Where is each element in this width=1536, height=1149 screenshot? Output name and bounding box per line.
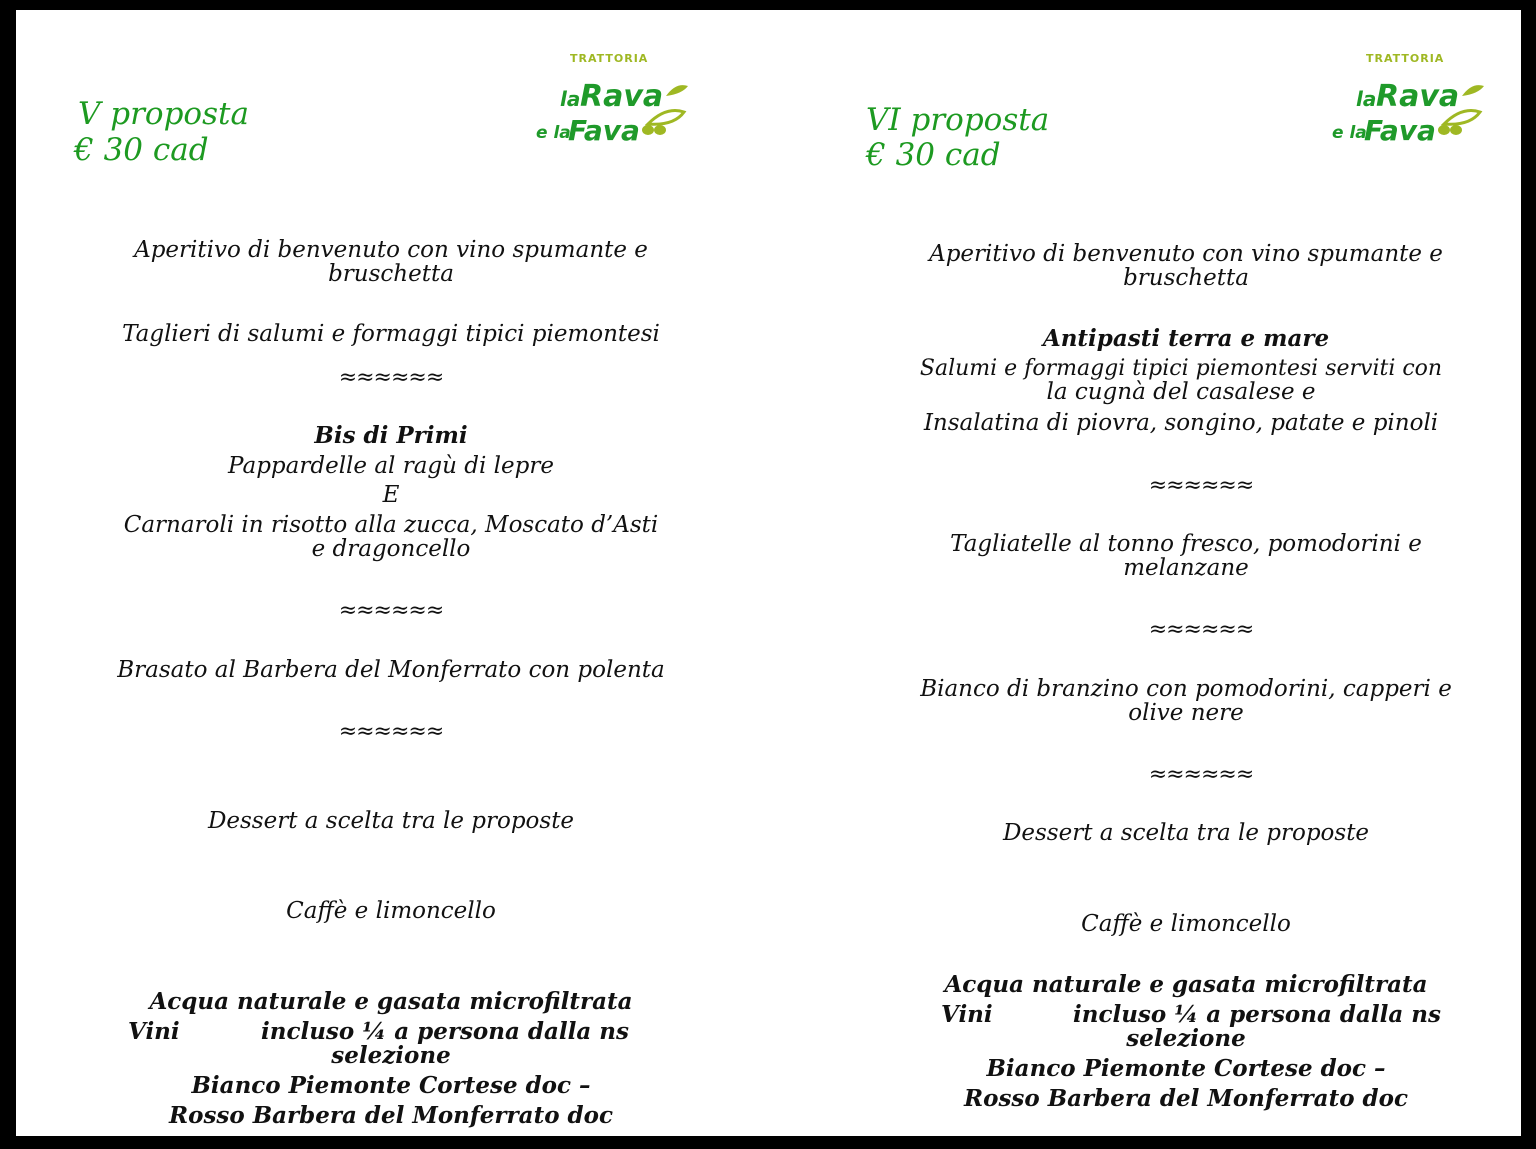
bean-icon xyxy=(642,125,654,135)
menu-left xyxy=(16,10,776,1136)
tagliatelle-line-2: melanzane xyxy=(1123,555,1249,581)
bis-primi-title: Bis di Primi xyxy=(314,422,468,449)
vini-text: incluso ¼ a persona dalla ns xyxy=(261,1018,629,1045)
pappardelle: Pappardelle al ragù di lepre xyxy=(228,453,554,479)
logo-trattoria: TRATTORIA xyxy=(570,52,649,65)
aperitivo-line-1: Aperitivo di benvenuto con vino spumante e xyxy=(134,237,648,263)
logo-text-ela: e la xyxy=(1332,123,1367,143)
carnaroli-line-2: e dragoncello xyxy=(311,536,471,562)
vini-label: Vini xyxy=(128,1018,180,1045)
wine-rosso: Rosso Barbera del Monferrato doc xyxy=(964,1085,1408,1112)
taglieri: Taglieri di salumi e formaggi tipici piemontesi xyxy=(122,321,660,347)
vini-text: incluso ¼ a persona dalla ns xyxy=(1073,1001,1441,1028)
separator: ≈≈≈≈≈≈ xyxy=(338,365,444,390)
logo-text-fava: Fava xyxy=(1364,114,1436,147)
salumi-line-2: la cugnà del casalese e xyxy=(1046,379,1316,405)
brasato: Brasato al Barbera del Monferrato con polenta xyxy=(117,657,665,683)
proposal-title: VI proposta xyxy=(866,102,1050,138)
proposal-price: € 30 cad xyxy=(866,137,1001,173)
separator: ≈≈≈≈≈≈ xyxy=(338,598,444,623)
logo-text-la: la xyxy=(1356,87,1377,111)
menu-right xyxy=(811,10,1521,1136)
carnaroli-line-1: Carnaroli in risotto alla zucca, Moscato d’Asti xyxy=(123,512,659,538)
aperitivo-line-2: bruschetta xyxy=(328,261,454,287)
dessert: Dessert a scelta tra le proposte xyxy=(207,808,575,834)
wine-rosso: Rosso Barbera del Monferrato doc xyxy=(169,1102,613,1129)
proposal-price: € 30 cad xyxy=(74,132,209,168)
logo-mark xyxy=(536,68,696,150)
menu-sheet xyxy=(16,10,1521,1136)
restaurant-logo xyxy=(536,52,696,152)
bean-icon xyxy=(1438,125,1450,135)
wine-bianco: Bianco Piemonte Cortese doc – xyxy=(986,1055,1386,1082)
leaf-icon xyxy=(666,85,688,96)
separator: ≈≈≈≈≈≈ xyxy=(1148,617,1254,642)
logo-mark xyxy=(1332,68,1492,150)
logo-text-fava: Fava xyxy=(568,114,640,147)
selezione: selezione xyxy=(1126,1025,1246,1052)
vini-label: Vini xyxy=(941,1001,993,1028)
aperitivo-line-2: bruschetta xyxy=(1123,265,1249,291)
wine-bianco: Bianco Piemonte Cortese doc – xyxy=(191,1072,591,1099)
separator: ≈≈≈≈≈≈ xyxy=(1148,762,1254,787)
logo-text-ela: e la xyxy=(536,123,571,143)
caffe: Caffè e limoncello xyxy=(286,898,496,924)
antipasti-title: Antipasti terra e mare xyxy=(1042,325,1330,352)
proposal-title: V proposta xyxy=(78,96,249,132)
separator: ≈≈≈≈≈≈ xyxy=(338,719,444,744)
salumi-line-1: Salumi e formaggi tipici piemontesi serviti con xyxy=(919,356,1443,381)
logo-text-rava: Rava xyxy=(1376,79,1460,114)
logo-text-la: la xyxy=(560,87,581,111)
branzino-line-2: olive nere xyxy=(1128,700,1244,726)
restaurant-logo xyxy=(1332,52,1492,152)
acqua: Acqua naturale e gasata microfiltrata xyxy=(149,988,633,1015)
dessert: Dessert a scelta tra le proposte xyxy=(1002,820,1370,846)
conjunction-e: E xyxy=(382,482,400,508)
insalatina: Insalatina di piovra, songino, patate e pinoli xyxy=(923,410,1439,436)
aperitivo-line-1: Aperitivo di benvenuto con vino spumante e xyxy=(929,241,1443,267)
selezione: selezione xyxy=(331,1042,451,1069)
tagliatelle-line-1: Tagliatelle al tonno fresco, pomodorini e xyxy=(950,531,1422,557)
logo-trattoria: TRATTORIA xyxy=(1366,52,1445,65)
logo-text-rava: Rava xyxy=(580,79,664,114)
branzino-line-1: Bianco di branzino con pomodorini, capperi e xyxy=(920,676,1452,702)
separator: ≈≈≈≈≈≈ xyxy=(1148,473,1254,498)
acqua: Acqua naturale e gasata microfiltrata xyxy=(944,971,1428,998)
caffe: Caffè e limoncello xyxy=(1081,911,1291,937)
leaf-icon xyxy=(1462,85,1484,96)
